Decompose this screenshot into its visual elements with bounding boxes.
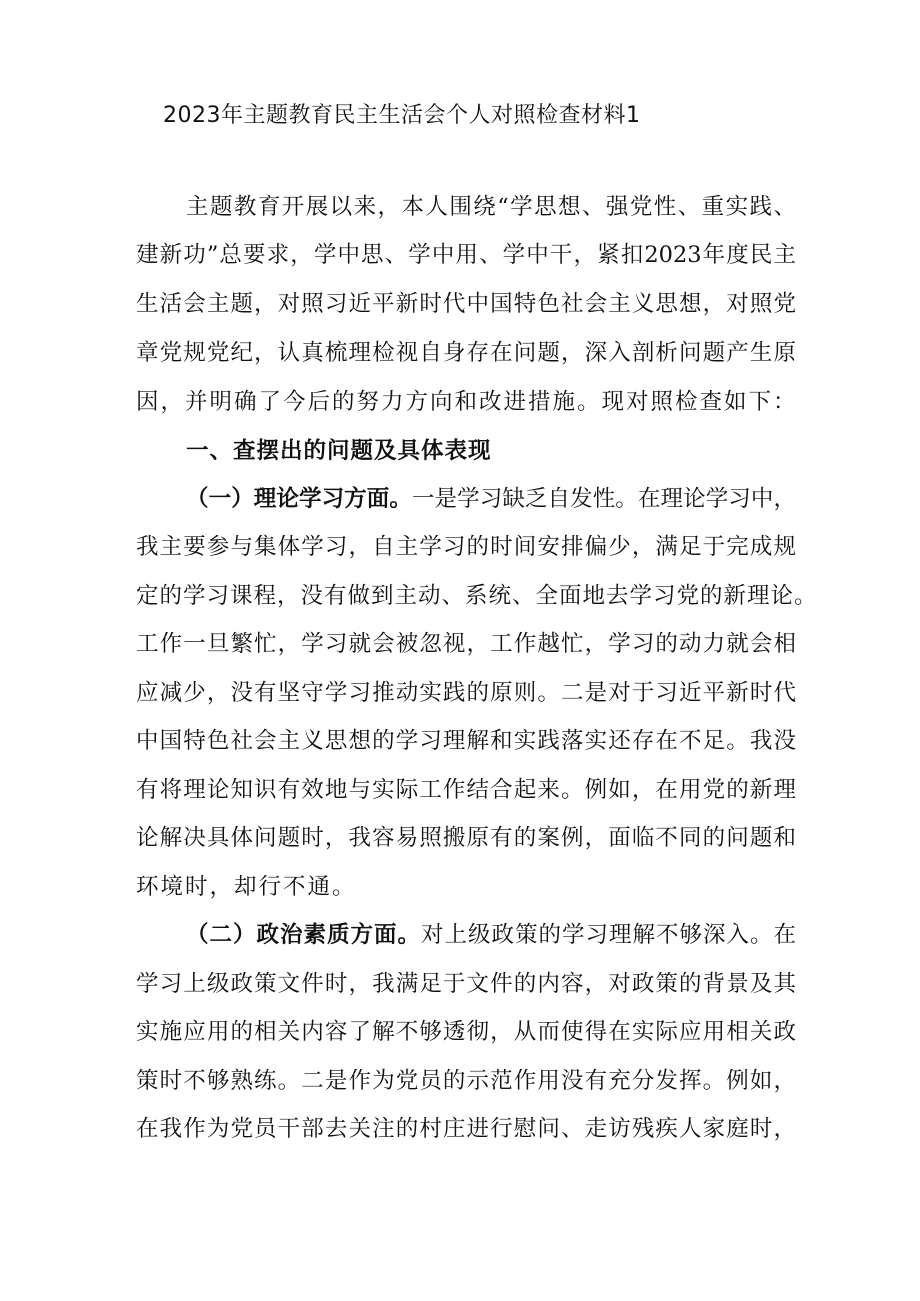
- body-line: 环境时，却行不通。: [136, 874, 357, 900]
- body-line: 论解决具体问题时，我容易照搬原有的案例，面临不同的问题和: [136, 825, 796, 851]
- subsection-text: 一是学习缺乏自发性。在理论学习中，: [411, 486, 796, 512]
- body-line: 定的学习课程，没有做到主动、系统、全面地去学习党的新理论。: [136, 583, 818, 609]
- intro-line: 建新功”总要求，学中思、学中用、学中干，紧扣2023年度民主: [136, 242, 796, 268]
- body-line: 策时不够熟练。二是作为党员的示范作用没有充分发挥。例如，: [136, 1068, 796, 1094]
- subsection-text: 对上级政策的学习理解不够深入。在: [421, 922, 796, 948]
- body-line: 应减少，没有坚守学习推动实践的原则。二是对于习近平新时代: [136, 680, 796, 706]
- subsection-heading: （一）理论学习方面。: [186, 486, 412, 512]
- body-line: 我主要参与集体学习，自主学习的时间安排偏少，满足于完成规: [136, 534, 796, 560]
- subsection-heading: （二）政治素质方面。: [186, 922, 421, 948]
- intro-line: 生活会主题，对照习近平新时代中国特色社会主义思想，对照党: [136, 291, 796, 317]
- body-line: 有将理论知识有效地与实际工作结合起来。例如，在用党的新理: [136, 777, 796, 803]
- body-line: 实施应用的相关内容了解不够透彻，从而使得在实际应用相关政: [136, 1019, 796, 1045]
- body-line: 工作一旦繁忙，学习就会被忽视，工作越忙，学习的动力就会相: [136, 631, 796, 657]
- intro-line: 章党规党纪，认真梳理检视自身存在问题，深入剖析问题产生原: [136, 340, 796, 366]
- document-title: 2023年主题教育民主生活会个人对照检查材料1: [163, 103, 641, 128]
- body-line: 在我作为党员干部去关注的村庄进行慰问、走访残疾人家庭时，: [136, 1116, 796, 1142]
- subsection-first-line: [186, 917, 796, 953]
- intro-line: 主题教育开展以来，本人围绕“学思想、强党性、重实践、: [186, 194, 796, 220]
- subsection-first-line: [186, 481, 796, 517]
- intro-line: 因，并明确了今后的努力方向和改进措施。现对照检查如下：: [136, 389, 798, 415]
- body-line: 中国特色社会主义思想的学习理解和实践落实还存在不足。我没: [136, 728, 796, 754]
- section-heading: 一、查摆出的问题及具体表现: [186, 438, 492, 464]
- body-line: 学习上级政策文件时，我满足于文件的内容，对政策的背景及其: [136, 971, 796, 997]
